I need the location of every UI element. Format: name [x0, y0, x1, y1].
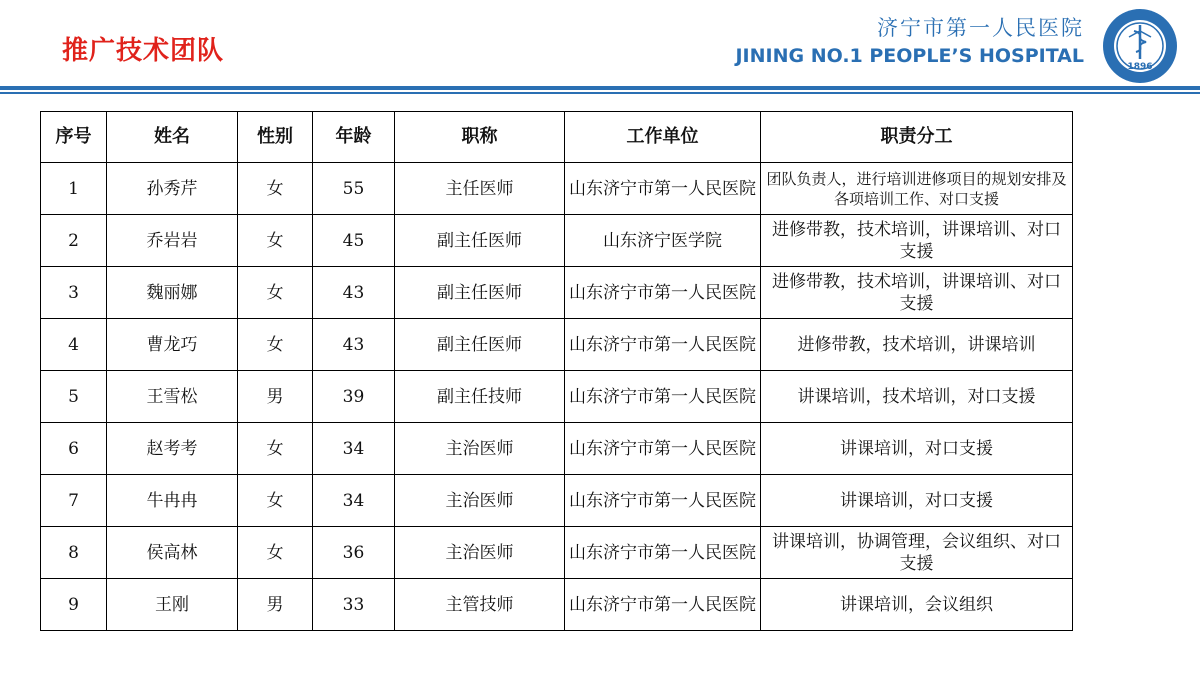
- header-index: 序号: [41, 112, 107, 163]
- hospital-name-cn: 济宁市第一人民医院: [877, 16, 1084, 40]
- header-gender: 性别: [238, 112, 313, 163]
- cell-title: 副主任技师: [395, 371, 565, 423]
- cell-workplace: 山东济宁市第一人民医院: [565, 371, 761, 423]
- page-title: 推广技术团队: [62, 36, 225, 66]
- cell-duties: 讲课培训，对口支援: [761, 423, 1073, 475]
- cell-name: 魏丽娜: [107, 267, 238, 319]
- table-row: [41, 319, 1073, 371]
- header-divider: [0, 86, 1200, 90]
- header-divider-thin: [0, 92, 1200, 94]
- table-row: [41, 423, 1073, 475]
- table-row: [41, 371, 1073, 423]
- cell-name: 孙秀芹: [107, 163, 238, 215]
- cell-title: 主任医师: [395, 163, 565, 215]
- table-row: [41, 267, 1073, 319]
- cell-workplace: 山东济宁市第一人民医院: [565, 423, 761, 475]
- table-header-row: [41, 112, 1073, 163]
- cell-name: 侯高林: [107, 527, 238, 579]
- header-age: 年龄: [313, 112, 395, 163]
- cell-gender: 女: [238, 267, 313, 319]
- cell-age: 45: [313, 215, 395, 267]
- cell-name: 王雪松: [107, 371, 238, 423]
- header-title: 职称: [395, 112, 565, 163]
- cell-index: 7: [41, 475, 107, 527]
- cell-index: 5: [41, 371, 107, 423]
- hospital-logo: [1101, 7, 1179, 85]
- cell-gender: 女: [238, 423, 313, 475]
- cell-gender: 女: [238, 475, 313, 527]
- cell-workplace: 山东济宁市第一人民医院: [565, 267, 761, 319]
- cell-duties: 讲课培训，会议组织: [761, 579, 1073, 631]
- cell-duties: 讲课培训，技术培训，对口支援: [761, 371, 1073, 423]
- header-duties: 职责分工: [761, 112, 1073, 163]
- cell-age: 43: [313, 319, 395, 371]
- cell-gender: 男: [238, 579, 313, 631]
- cell-gender: 男: [238, 371, 313, 423]
- cell-title: 主治医师: [395, 475, 565, 527]
- cell-workplace: 山东济宁市第一人民医院: [565, 475, 761, 527]
- cell-title: 主治医师: [395, 527, 565, 579]
- header-workplace: 工作单位: [565, 112, 761, 163]
- cell-index: 1: [41, 163, 107, 215]
- cell-name: 王刚: [107, 579, 238, 631]
- table-row: [41, 215, 1073, 267]
- cell-duties: 团队负责人，进行培训进修项目的规划安排及各项培训工作、对口支援: [761, 163, 1073, 215]
- cell-age: 34: [313, 423, 395, 475]
- cell-duties: 讲课培训，对口支援: [761, 475, 1073, 527]
- cell-age: 39: [313, 371, 395, 423]
- cell-workplace: 山东济宁市第一人民医院: [565, 319, 761, 371]
- team-table: [40, 111, 1073, 631]
- cell-index: 4: [41, 319, 107, 371]
- cell-name: 乔岩岩: [107, 215, 238, 267]
- hospital-name-en: JINING NO.1 PEOPLE’S HOSPITAL: [735, 45, 1084, 67]
- cell-name: 赵考考: [107, 423, 238, 475]
- cell-gender: 女: [238, 215, 313, 267]
- logo-year: 1896: [1127, 62, 1153, 72]
- cell-workplace: 山东济宁市第一人民医院: [565, 527, 761, 579]
- cell-workplace: 山东济宁市第一人民医院: [565, 163, 761, 215]
- table-row: [41, 475, 1073, 527]
- cell-age: 36: [313, 527, 395, 579]
- cell-workplace: 山东济宁医学院: [565, 215, 761, 267]
- cell-title: 副主任医师: [395, 319, 565, 371]
- cell-title: 副主任医师: [395, 267, 565, 319]
- cell-age: 43: [313, 267, 395, 319]
- cell-gender: 女: [238, 527, 313, 579]
- table-row: [41, 527, 1073, 579]
- cell-age: 34: [313, 475, 395, 527]
- cell-duties: 进修带教，技术培训，讲课培训、对口支援: [761, 267, 1073, 319]
- table-row: [41, 163, 1073, 215]
- cell-gender: 女: [238, 319, 313, 371]
- cell-name: 牛冉冉: [107, 475, 238, 527]
- cell-name: 曹龙巧: [107, 319, 238, 371]
- cell-workplace: 山东济宁市第一人民医院: [565, 579, 761, 631]
- cell-title: 副主任医师: [395, 215, 565, 267]
- cell-age: 55: [313, 163, 395, 215]
- cell-title: 主管技师: [395, 579, 565, 631]
- cell-index: 3: [41, 267, 107, 319]
- cell-gender: 女: [238, 163, 313, 215]
- cell-index: 2: [41, 215, 107, 267]
- cell-duties: 讲课培训，协调管理，会议组织、对口支援: [761, 527, 1073, 579]
- cell-duties: 进修带教，技术培训，讲课培训、对口支援: [761, 215, 1073, 267]
- cell-index: 8: [41, 527, 107, 579]
- cell-duties: 进修带教，技术培训，讲课培训: [761, 319, 1073, 371]
- cell-index: 6: [41, 423, 107, 475]
- cell-title: 主治医师: [395, 423, 565, 475]
- header-name: 姓名: [107, 112, 238, 163]
- table-row: [41, 579, 1073, 631]
- cell-age: 33: [313, 579, 395, 631]
- cell-index: 9: [41, 579, 107, 631]
